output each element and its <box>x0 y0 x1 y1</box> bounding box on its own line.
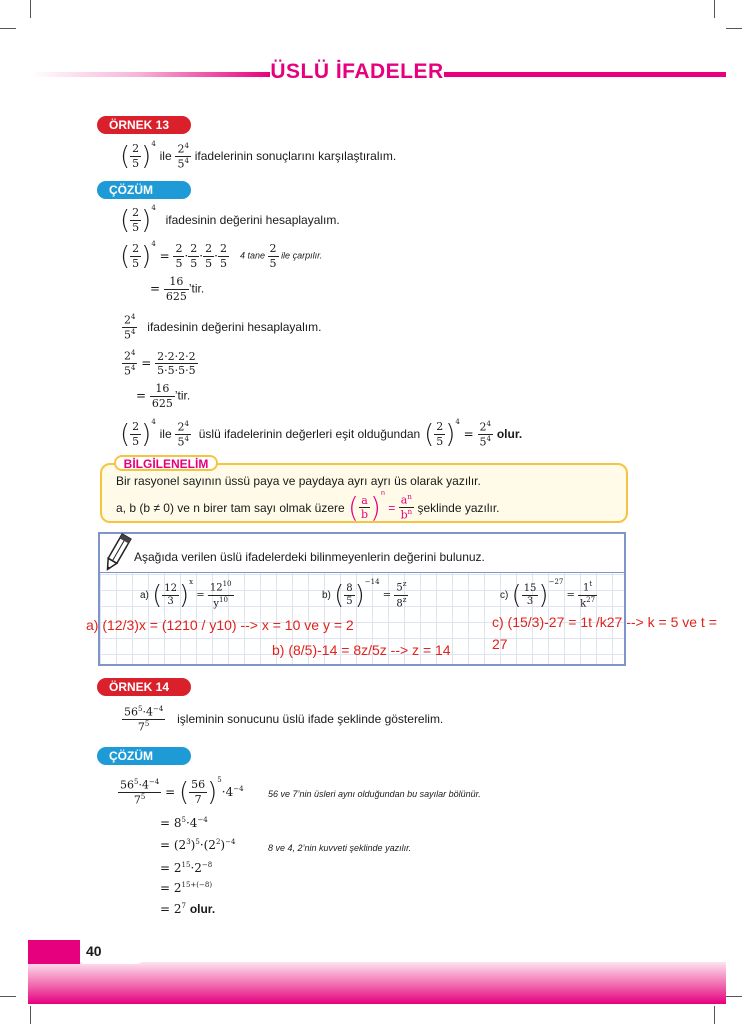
crop-mark <box>726 28 742 29</box>
crop-mark <box>726 996 742 997</box>
answer-b[interactable]: b) (8/5)-14 = 8z/5z --> z = 14 <box>272 642 451 658</box>
answer-c-line-2[interactable]: 27 <box>492 636 508 652</box>
solution-2-badge: ÇÖZÜM <box>97 747 191 765</box>
example-14-statement: $\frac{56^5\cdot 4^{-4}}{7^5}$ işleminin sonucunu üslü ifade şeklinde gösterelim. <box>124 705 444 734</box>
header-line-left <box>30 72 270 77</box>
pencil-icon <box>102 532 132 579</box>
note-divide: 56 ve 7’nin üsleri aynı olduğundan bu sayılar bölünür. <box>268 789 481 799</box>
footer-band <box>28 962 726 1004</box>
answer-a[interactable]: a) (12/3)x = (1210 / y10) --> x = 10 ve y = 2 <box>86 617 354 633</box>
footer-accent <box>28 940 80 964</box>
exercise-item-c: c) ( $\frac{15}{3}$ )$^{-27}$ = $\frac{1^t}{k^{27}}$ <box>500 578 596 611</box>
info-line-1: Bir rasyonel sayının üssü paya ve paydaya ayrı ayrı üs olarak yazılır. <box>116 474 481 488</box>
example-13-statement: ( $\frac{2}{5}$ )$^4$ ile $\frac{2^4}{5^4}$ ifadelerinin sonuçlarını karşılaştıralım. <box>120 140 397 172</box>
page-title: ÜSLÜ İFADELER <box>270 60 444 83</box>
solution-2-step-3: = $(2^3)^5\cdot(2^2)^{-4}$ <box>160 838 236 852</box>
header-line-right <box>444 72 726 77</box>
solution-result-1: = $\frac{16}{625}$ ’tir. <box>150 275 205 303</box>
solution-2-step-2: = $8^5\cdot 4^{-4}$ <box>160 816 208 830</box>
crop-mark <box>30 0 31 18</box>
example-13-badge: ÖRNEK 13 <box>97 116 191 134</box>
info-line-2: a, b (b ≠ 0) ve n birer tam sayı olmak üzere ( $\frac{a}{b}$ )$^n$ = $\frac{a^n}{b^n}$ şeklinde yazılır. <box>116 490 500 524</box>
crop-mark <box>714 1006 715 1024</box>
info-box-title: BİLGİLENELİM <box>114 455 218 471</box>
crop-mark <box>714 0 715 18</box>
solution-step-3: $\frac{2^4}{5^4}$ ifadesinin değerini hesaplayalım. <box>124 313 322 342</box>
example-14-badge: ÖRNEK 14 <box>97 678 191 696</box>
crop-mark <box>0 996 16 997</box>
crop-mark <box>0 28 16 29</box>
note-multiply: 4 tane $\frac{2}{5}$ ile çarpılır. <box>240 242 323 270</box>
exercise-item-a: a) ( $\frac{12}{3}$ )$^x$ = $\frac{12^{10}}{y^{10}}$ <box>140 578 232 611</box>
solution-2-step-4: = $2^{15}\cdot 2^{-8}$ <box>160 861 213 875</box>
exercise-instruction: Aşağıda verilen üslü ifadelerdeki bilinmeyenlerin değerini bulunuz. <box>134 550 485 564</box>
solution-2-step-6: = $2^7$ olur. <box>160 902 216 916</box>
solution-step-2: ( $\frac{2}{5}$ )$^4$ = $\frac{2}{5}$ · $\frac{2}{5}$ · $\frac{2}{5}$ · $\frac{2}{5}$ <box>120 240 227 272</box>
exercise-item-b: b) ( $\frac{8}{5}$ )$^{-14}$ = $\frac{5^z}{8^z}$ <box>322 578 407 611</box>
page-number: 40 <box>86 943 102 959</box>
solution-step-4: $\frac{2^4}{5^4}$ = $\frac{2\cdot 2\cdot 2\cdot 2}{5\cdot 5\cdot 5\cdot 5}$ <box>124 349 196 378</box>
answer-c-line-1[interactable]: c) (15/3)-27 = 1t /k27 --> k = 5 ve t = <box>492 614 717 630</box>
solution-step-1: ( $\frac{2}{5}$ )$^4$ ifadesinin değerini hesaplayalım. <box>120 204 340 236</box>
solution-conclusion: ( $\frac{2}{5}$ )$^4$ ile $\frac{2^4}{5^4}$ üslü ifadelerinin değerleri eşit olduğundan ( $\frac{2}{5}$ )$^4$ = $\frac{2^4}{5^4}$ olur. <box>120 418 523 450</box>
note-powers: 8 ve 4, 2’nin kuvveti şeklinde yazılır. <box>268 843 412 853</box>
solution-2-step-1: $\frac{56^5\cdot 4^{-4}}{7^5}$ = ( $\frac{56}{7}$ )$^5\cdot 4^{-4}$ <box>120 776 244 808</box>
solution-result-2: = $\frac{16}{625}$ ’tir. <box>136 382 191 410</box>
solution-2-step-5: = $2^{15+(-8)}$ <box>160 881 213 895</box>
crop-mark <box>30 1006 31 1024</box>
solution-badge: ÇÖZÜM <box>97 181 191 199</box>
